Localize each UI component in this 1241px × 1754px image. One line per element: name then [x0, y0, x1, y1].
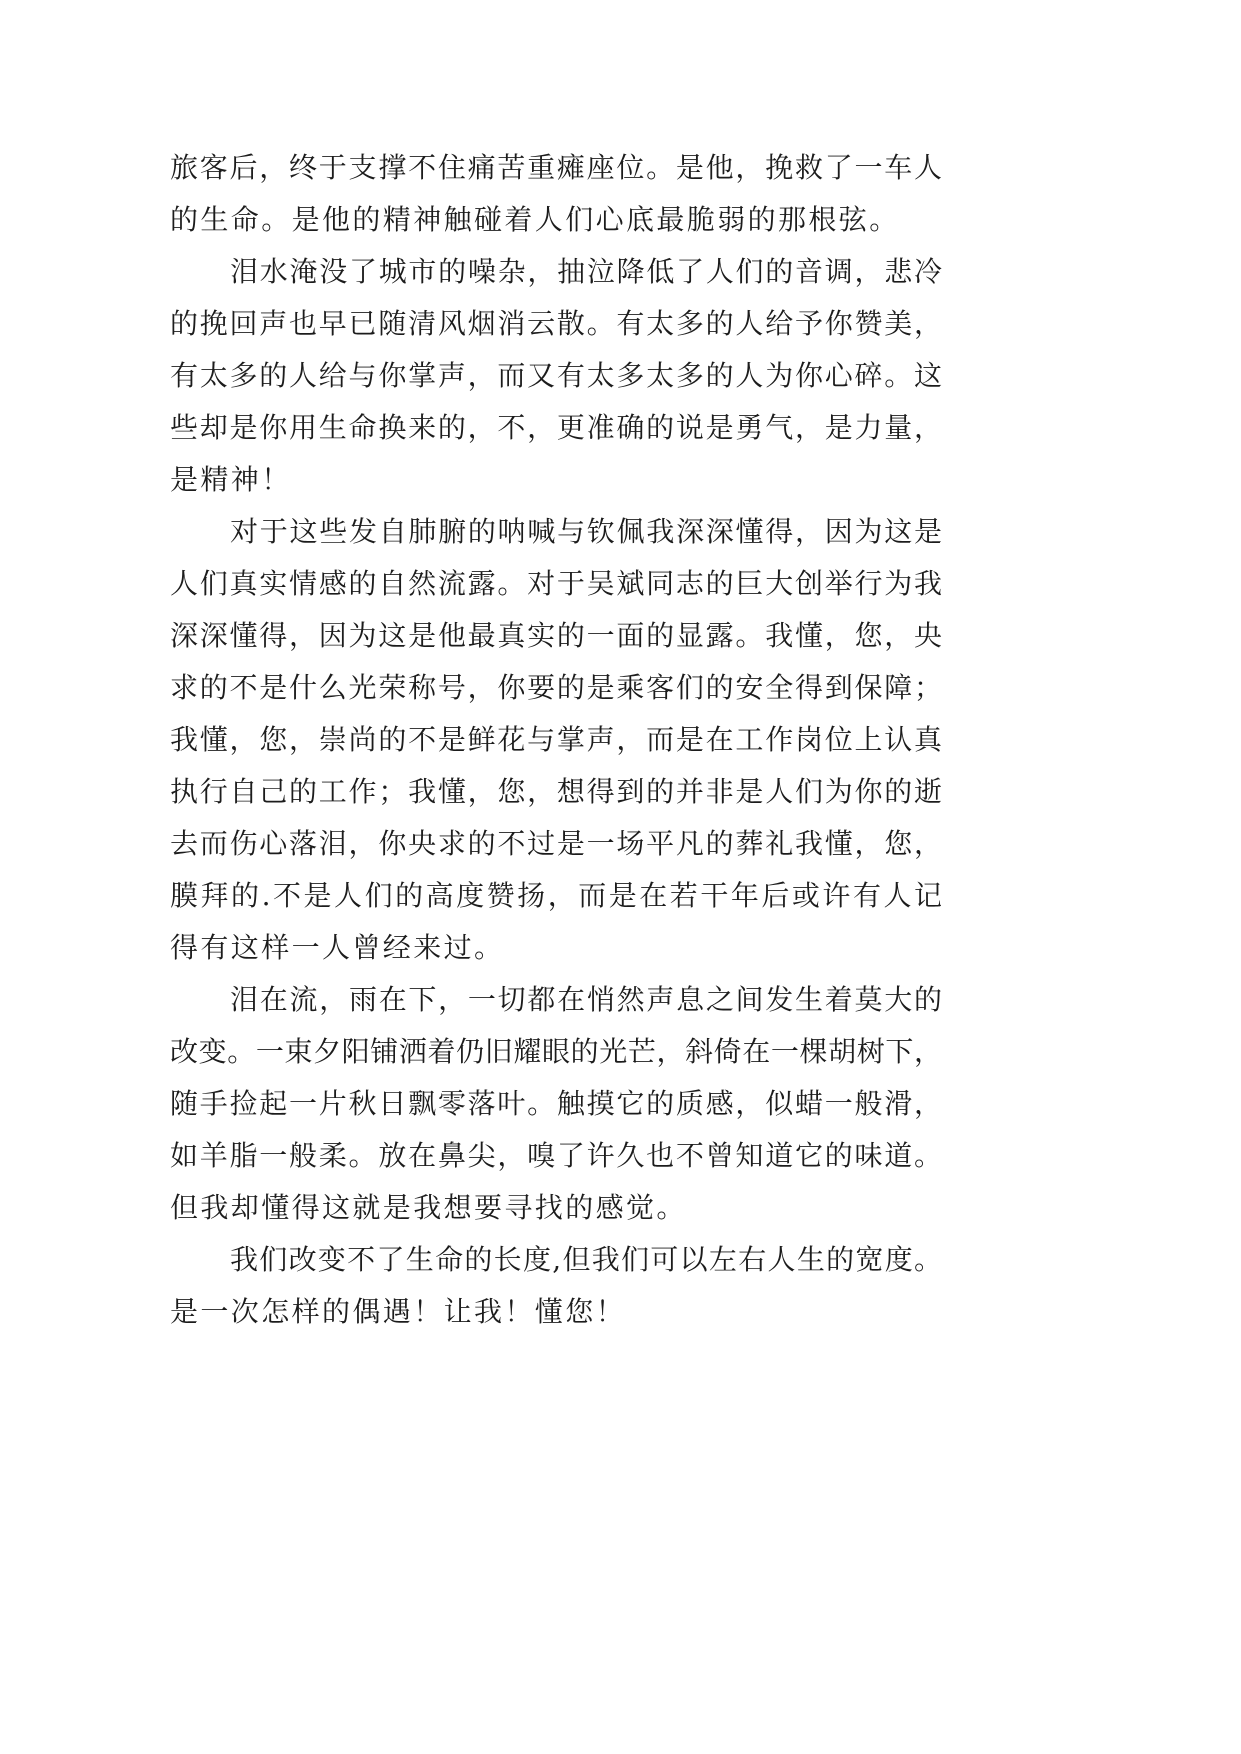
text-line: 得有这样一人曾经来过。 — [170, 931, 505, 964]
text-line: 膜拜的.不是人们的高度赞扬，而是在若干年后或许有人记 — [170, 879, 942, 912]
text-line: 有太多的人给与你掌声，而又有太多太多的人为你心碎。这 — [170, 359, 942, 392]
text-line: 我们改变不了生命的长度,但我们可以左右人生的宽度。 — [230, 1243, 942, 1276]
text-line: 的生命。是他的精神触碰着人们心底最脆弱的那根弦。 — [170, 203, 900, 236]
paragraph-4 — [170, 974, 942, 1234]
text-line: 如羊脂一般柔。放在鼻尖，嗅了许久也不曾知道它的味道。 — [170, 1139, 942, 1172]
text-line: 旅客后，终于支撑不住痛苦重瘫座位。是他，挽救了一车人 — [170, 151, 942, 184]
text-line: 改变。一束夕阳铺洒着仍旧耀眼的光芒，斜倚在一棵胡树下， — [170, 1035, 942, 1068]
text-line: 人们真实情感的自然流露。对于吴斌同志的巨大创举行为我 — [170, 567, 942, 600]
text-line: 去而伤心落泪，你央求的不过是一场平凡的葬礼我懂，您， — [170, 827, 942, 860]
text-line: 随手捡起一片秋日飘零落叶。触摸它的质感，似蜡一般滑， — [170, 1087, 942, 1120]
paragraph-2 — [170, 246, 942, 506]
text-line: 泪水淹没了城市的噪杂，抽泣降低了人们的音调，悲冷 — [230, 255, 942, 288]
text-line: 对于这些发自肺腑的呐喊与钦佩我深深懂得，因为这是 — [230, 515, 942, 548]
text-line: 泪在流，雨在下，一切都在悄然声息之间发生着莫大的 — [230, 983, 942, 1016]
paragraph-3 — [170, 506, 942, 974]
text-line: 求的不是什么光荣称号，你要的是乘客们的安全得到保障； — [170, 671, 942, 704]
text-line: 但我却懂得这就是我想要寻找的感觉。 — [170, 1191, 687, 1224]
text-line: 是精神！ — [170, 463, 292, 496]
text-line: 深深懂得，因为这是他最真实的一面的显露。我懂，您，央 — [170, 619, 942, 652]
paragraph-5 — [170, 1234, 942, 1338]
text-line: 我懂，您，崇尚的不是鲜花与掌声，而是在工作岗位上认真 — [170, 723, 942, 756]
paragraph-1 — [170, 142, 942, 246]
text-line: 执行自己的工作；我懂，您，想得到的并非是人们为你的逝 — [170, 775, 942, 808]
body-text — [170, 142, 942, 1338]
text-line: 些却是你用生命换来的，不，更准确的说是勇气，是力量， — [170, 411, 942, 444]
text-line: 的挽回声也早已随清风烟消云散。有太多的人给予你赞美， — [170, 307, 942, 340]
text-line: 是一次怎样的偶遇！让我！懂您！ — [170, 1295, 627, 1328]
